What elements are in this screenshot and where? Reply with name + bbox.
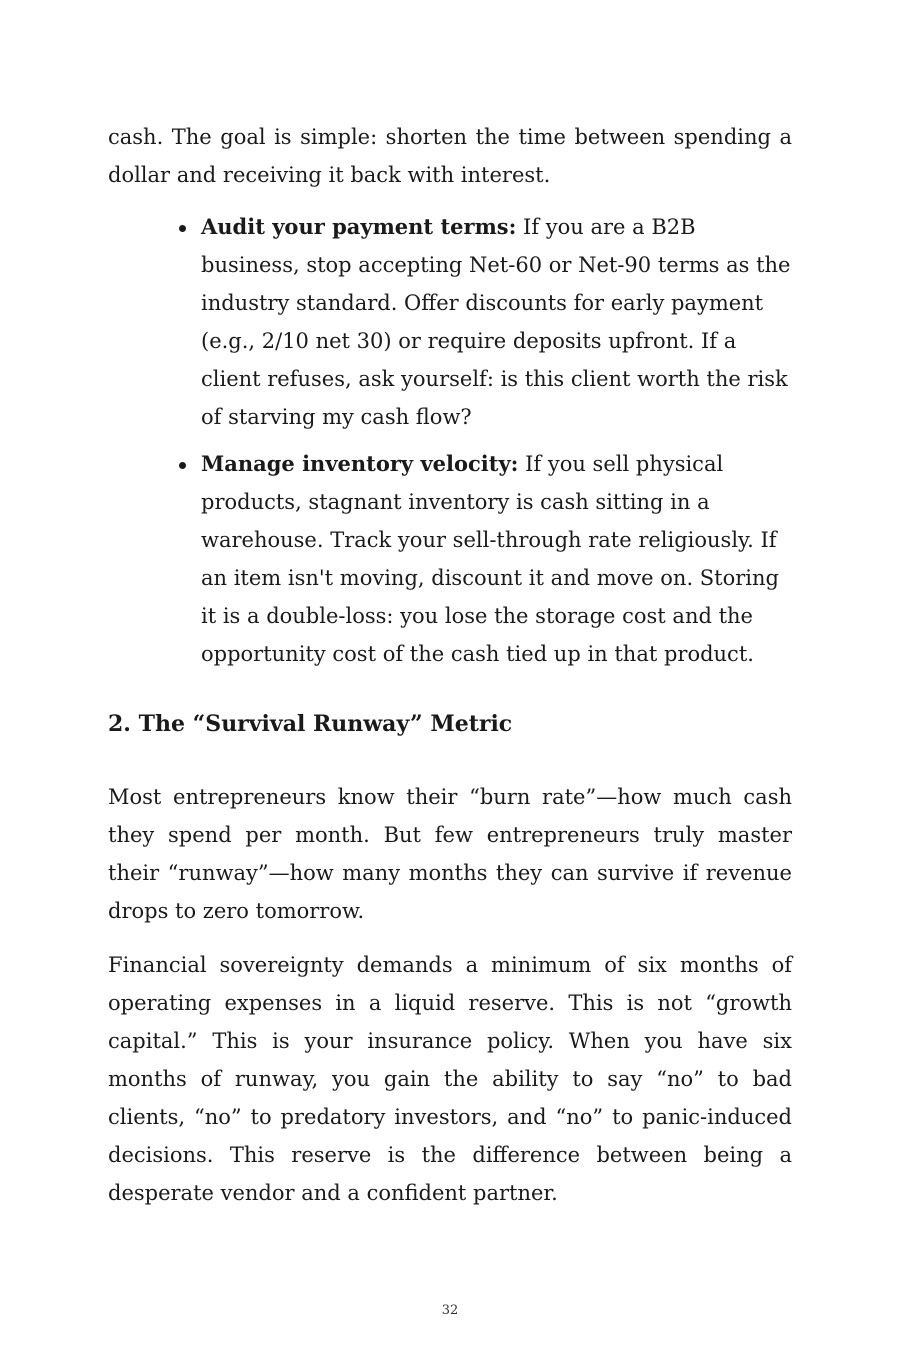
- page-number: 32: [441, 1303, 459, 1318]
- bullet-text: If you sell physical products, stagnant inventory is cash sitting in a warehouse. Track your sell-through rate religiously. If an item isn't moving, discount it and move on. Storing it is a double-loss: you lose the storage cost and the opportunity cost of the cash tied up in that product.: [201, 452, 779, 666]
- bullet-item-payment-terms: [108, 208, 792, 436]
- bullet-title: Audit your payment terms:: [201, 214, 517, 239]
- section-heading: 2. The “Survival Runway” Metric: [108, 711, 513, 737]
- bullet-dot-icon: [179, 462, 186, 469]
- bullet-list: [108, 208, 792, 673]
- bullet-dot-icon: [179, 225, 186, 232]
- bullet-title: Manage inventory velocity:: [201, 451, 519, 476]
- body-paragraph-sovereignty: Financial sovereignty demands a minimum of six months of operating expenses in a liquid reserve. This is not “growth capital.” This is your insurance policy. When you have six months of runway, you gain the ability to say “no” to bad clients, “no” to predatory investors, and “no” to panic-induced decisions. This reserve is the difference between being a desperate vendor and a confident partner.: [108, 953, 792, 1205]
- bullet-item-inventory-velocity: [108, 445, 792, 673]
- bullet-text: If you are a B2B business, stop accepting Net-60 or Net-90 terms as the industry standard. Offer discounts for early payment (e.g., 2/10 net 30) or require deposits upfront. If a client refuses, ask yourself: is this client worth the risk of starving my cash flow?: [201, 215, 791, 429]
- intro-paragraph: cash. The goal is simple: shorten the time between spending a dollar and receiving it back with interest.: [108, 125, 792, 187]
- page-body: [108, 118, 792, 1212]
- body-paragraph-runway: Most entrepreneurs know their “burn rate”—how much cash they spend per month. But few entrepreneurs truly master their “runway”—how many months they can survive if revenue drops to zero tomorrow.: [108, 785, 792, 923]
